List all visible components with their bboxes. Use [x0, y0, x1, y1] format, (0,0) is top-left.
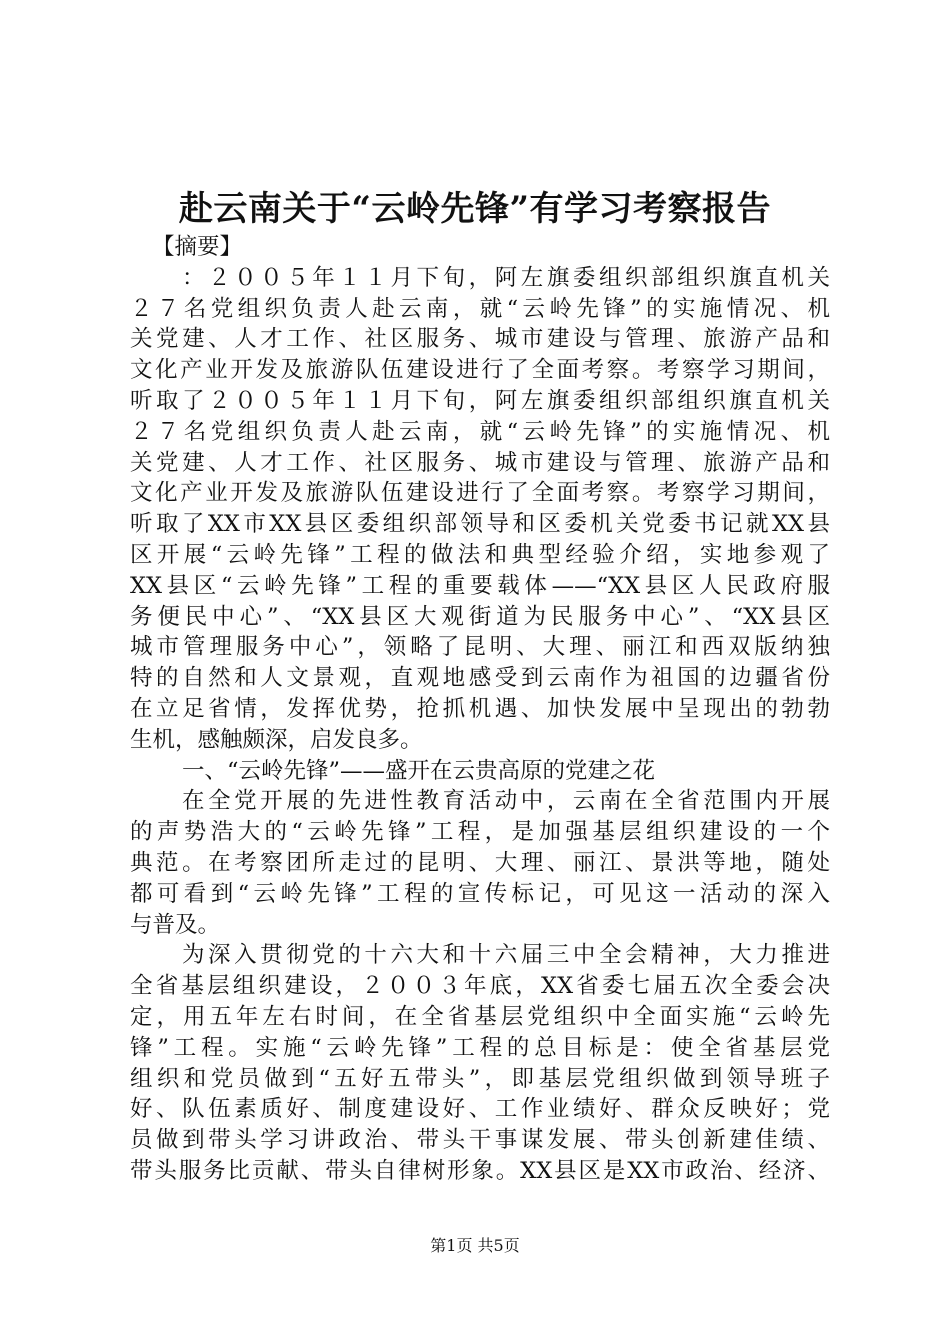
text-line: 一、“云岭先锋”——盛开在云贵高原的党建之花 [182, 757, 656, 784]
page-footer: 第1页 共5页 [430, 1236, 520, 1255]
text-line: 好、队伍素质好、制度建设好、工作业绩好、群众反映好；党 [130, 1096, 830, 1123]
text-line: 【摘要】 [152, 234, 243, 260]
document-title: 赴云南关于“云岭先锋”有学习考察报告 [178, 189, 772, 229]
text-line: 生机，感触颇深，启发良多。 [130, 726, 423, 753]
text-line: XX县区“云岭先锋”工程的重要载体——“XX县区人民政府服 [130, 572, 830, 599]
text-line: 听取了２００５年１１月下旬，阿左旗委组织部组织旗直机关 [130, 387, 830, 414]
text-line: ２７名党组织负责人赴云南，就“云岭先锋”的实施情况、机 [130, 295, 830, 322]
text-line: 听取了XX市XX县区委组织部领导和区委机关党委书记就XX县 [130, 511, 830, 538]
text-line: 与普及。 [130, 911, 221, 938]
text-line: 为深入贯彻党的十六大和十六届三中全会精神，大力推进 [182, 942, 830, 969]
text-line: 的声势浩大的“云岭先锋”工程，是加强基层组织建设的一个 [130, 819, 830, 846]
text-line: 城市管理服务中心”，领略了昆明、大理、丽江和西双版纳独 [130, 634, 830, 661]
text-line: 在立足省情，发挥优势，抢抓机遇、加快发展中呈现出的勃勃 [130, 695, 830, 722]
text-line: 关党建、人才工作、社区服务、城市建设与管理、旅游产品和 [130, 449, 830, 476]
text-line: 员做到带头学习讲政治、带头干事谋发展、带头创新建佳绩、 [130, 1127, 830, 1154]
text-line: 典范。在考察团所走过的昆明、大理、丽江、景洪等地，随处 [130, 849, 830, 876]
text-line: 组织和党员做到“五好五带头”，即基层党组织做到领导班子 [130, 1065, 830, 1092]
text-line: ２７名党组织负责人赴云南，就“云岭先锋”的实施情况、机 [130, 418, 830, 445]
text-line: 全省基层组织建设，２００３年底，XX省委七届五次全委会决 [130, 973, 830, 1000]
text-line: ：２００５年１１月下旬，阿左旗委组织部组织旗直机关 [182, 264, 830, 291]
text-line: 务便民中心”、“XX县区大观街道为民服务中心”、“XX县区 [130, 603, 830, 630]
text-line: 特的自然和人文景观，直观地感受到云南作为祖国的边疆省份 [130, 665, 830, 692]
text-line: 关党建、人才工作、社区服务、城市建设与管理、旅游产品和 [130, 326, 830, 353]
text-line: 锋”工程。实施“云岭先锋”工程的总目标是：使全省基层党 [130, 1034, 830, 1061]
text-line: 文化产业开发及旅游队伍建设进行了全面考察。考察学习期间， [130, 480, 830, 507]
text-line: 都可看到“云岭先锋”工程的宣传标记，可见这一活动的深入 [130, 880, 830, 907]
text-line: 在全党开展的先进性教育活动中，云南在全省范围内开展 [182, 788, 830, 815]
text-line: 带头服务比贡献、带头自律树形象。XX县区是XX市政治、经济、 [130, 1157, 830, 1184]
document-body [130, 232, 830, 1187]
text-line: 定，用五年左右时间，在全省基层党组织中全面实施“云岭先 [130, 1003, 830, 1030]
text-line: 区开展“云岭先锋”工程的做法和典型经验介绍，实地参观了 [130, 541, 830, 568]
text-line: 文化产业开发及旅游队伍建设进行了全面考察。考察学习期间， [130, 357, 830, 384]
